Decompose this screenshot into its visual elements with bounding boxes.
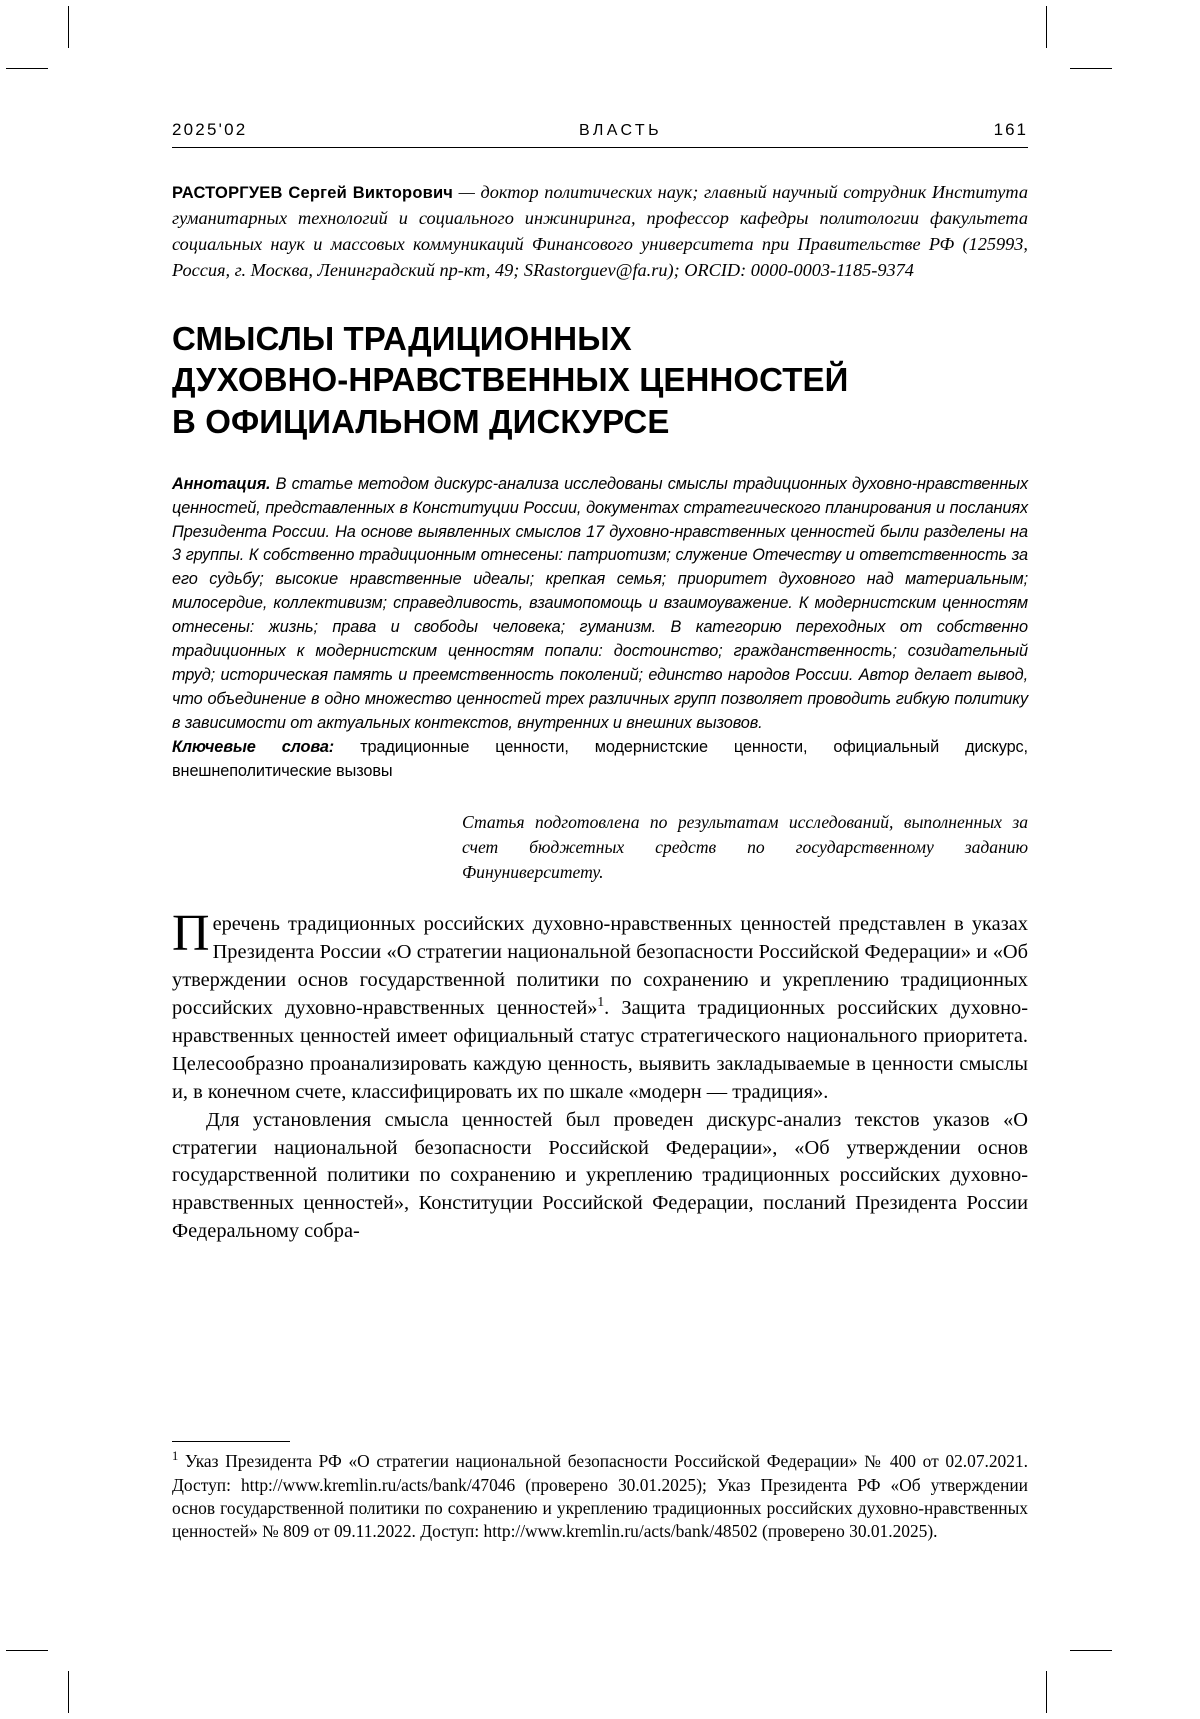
- crop-mark-top-left-horizontal: [6, 68, 48, 69]
- footnote-marker: 1: [172, 1449, 179, 1464]
- body-paragraph-1-text: еречень традиционных российских духовно-нравственных ценностей представлен в указах Президента России «О стратегии национальной безопасности Российской Федерации» и «Об утверждении основ государственной политики по сохранению и укреплению традиционных российских духовно-нравственных ценностей»: [172, 912, 1028, 1019]
- title-line-3: В ОФИЦИАЛЬНОМ ДИСКУРСЕ: [172, 403, 670, 441]
- crop-mark-top-left-vertical: [68, 6, 69, 48]
- abstract: [172, 473, 1028, 736]
- keywords-label: Ключевые слова:: [172, 738, 335, 757]
- footnote-area: [172, 1441, 1028, 1543]
- footnote-reference-1[interactable]: 1: [597, 993, 605, 1009]
- body-paragraph-2: Для установления смысла ценностей был проведен дискурс-анализ текстов указов «О стратегии национальной безопасности Российской Федерации», «Об утверждении основ государственной политики по сохранению и укреплению традиционных российских духовно-нравственных ценностей», Конституции Российской Федерации, посланий Президента России Федеральному собра-: [172, 1108, 1028, 1243]
- author-affiliation: — доктор политических наук; главный научный сотрудник Института гуманитарных технологий и социального инжиниринга, профессор кафедры политологии факультета социальных наук и массовых коммуникаций Финансового университета при Правительстве РФ (125993, Россия, г. Москва, Ленинградский пр-кт, 49; SRastorguev@fa.ru);: [172, 182, 1028, 280]
- footnote-1: [172, 1450, 1028, 1543]
- author-name: РАСТОРГУЕВ Сергей Викторович: [172, 184, 454, 202]
- crop-mark-bottom-left-vertical: [68, 1671, 69, 1713]
- page-number: 161: [993, 120, 1028, 139]
- keywords-text: традиционные ценности, модернистские ценности, официальный дискурс, внешнеполитические вызовы: [172, 738, 1028, 781]
- abstract-label: Аннотация.: [172, 474, 271, 493]
- title-line-2: ДУХОВНО-НРАВСТВЕННЫХ ЦЕННОСТЕЙ: [172, 361, 849, 399]
- author-block: [172, 180, 1028, 284]
- author-orcid: ORCID: 0000-0003-1185-9374: [684, 259, 914, 280]
- body-paragraph-1: [172, 904, 1028, 1107]
- journal-title: ВЛАСТЬ: [578, 122, 662, 139]
- crop-mark-bottom-left-horizontal: [6, 1650, 48, 1651]
- crop-mark-bottom-right-horizontal: [1070, 1650, 1112, 1651]
- abstract-text: В статье методом дискурс-анализа исследованы смыслы традиционных духовно-нравственных ценностей, представленных в Конституции России, документах стратегического планирования и посланиях Президента России. На основе выявленных смыслов 17 духовно-нравственных ценностей были разделены на 3 группы. К собственно традиционным отнесены: патриотизм; служение Отечеству и ответственность за его судьбу; высокие нравственные идеалы; крепкая семья; приоритет духовного над материальным; милосердие, коллективизм; справедливость, взаимопомощь и взаимоуважение. К модернистским ценностям отнесены: жизнь; права и свободы человека; гуманизм. В категорию переходных от собственно традиционных к модернистским ценностям попали: достоинство; гражданственность; созидательный труд; историческая память и преемственность поколений; единство народов России. Автор делает вывод, что объединение в одно множество ценностей трех различных групп позволяет проводить гибкую политику в зависимости от актуальных контекстов, внутренних и внешних вызовов.: [172, 474, 1028, 733]
- running-head: [172, 120, 1028, 148]
- footnote-text: Указ Президента РФ «О стратегии национальной безопасности Российской Федерации» № 400 от 02.07.2021. Доступ: http://www.kremlin.ru/acts/bank/47046 (проверено 30.01.2025); Указ Президента РФ «Об утверждении основ государственной политики по сохранению и укреплению традиционных российских духовно-нравственных ценностей» № 809 от 09.11.2022. Доступ: http://www.kremlin.ru/acts/bank/48502 (проверено 30.01.2025).: [172, 1451, 1028, 1541]
- drop-cap: П: [172, 904, 210, 962]
- article-body: [172, 904, 1028, 1246]
- body-paragraph-1-rest: . Защита традиционных российских духовно-нравственных ценностей имеет официальный статус стратегического национального приоритета. Целесообразно проанализировать каждую ценность, выявить закладываемые в ценности смыслы и, в конечном счете, классифицировать их по шкале «модерн — традиция».: [172, 996, 1028, 1103]
- page-title: [172, 318, 1028, 443]
- crop-mark-bottom-right-vertical: [1046, 1671, 1047, 1713]
- issue-number: 2025'02: [172, 120, 248, 139]
- funding-note: Статья подготовлена по результатам исследований, выполненных за счет бюджетных средств по государственному заданию Финуниверситету.: [462, 812, 1028, 882]
- page-content: [172, 120, 1028, 1246]
- title-line-1: СМЫСЛЫ ТРАДИЦИОННЫХ: [172, 319, 632, 357]
- keywords: [172, 736, 1028, 784]
- footnote-divider: [172, 1441, 290, 1442]
- crop-mark-top-right-vertical: [1046, 6, 1047, 48]
- crop-mark-top-right-horizontal: [1070, 68, 1112, 69]
